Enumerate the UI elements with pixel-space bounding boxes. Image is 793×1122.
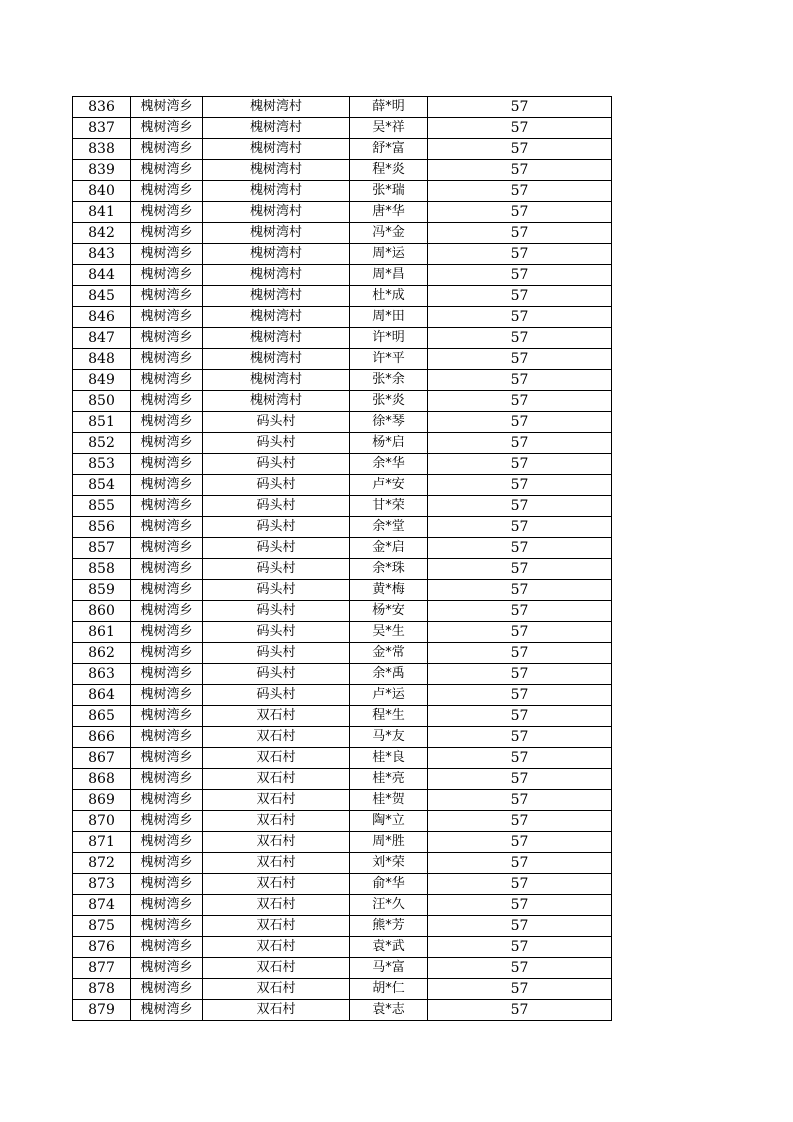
person-name-cell: 杨*启 bbox=[350, 433, 428, 454]
amount-cell: 57 bbox=[428, 958, 612, 979]
row-number-cell: 842 bbox=[73, 223, 131, 244]
town-cell: 槐树湾乡 bbox=[131, 937, 203, 958]
table-row bbox=[73, 97, 612, 118]
person-name-cell: 卢*运 bbox=[350, 685, 428, 706]
table-row bbox=[73, 853, 612, 874]
amount-cell: 57 bbox=[428, 223, 612, 244]
table-row bbox=[73, 790, 612, 811]
row-number-cell: 845 bbox=[73, 286, 131, 307]
table-row bbox=[73, 454, 612, 475]
town-cell: 槐树湾乡 bbox=[131, 706, 203, 727]
amount-cell: 57 bbox=[428, 475, 612, 496]
village-cell: 码头村 bbox=[203, 601, 350, 622]
town-cell: 槐树湾乡 bbox=[131, 244, 203, 265]
village-cell: 双石村 bbox=[203, 748, 350, 769]
amount-cell: 57 bbox=[428, 832, 612, 853]
row-number-cell: 865 bbox=[73, 706, 131, 727]
village-cell: 双石村 bbox=[203, 958, 350, 979]
person-name-cell: 唐*华 bbox=[350, 202, 428, 223]
row-number-cell: 854 bbox=[73, 475, 131, 496]
row-number-cell: 868 bbox=[73, 769, 131, 790]
amount-cell: 57 bbox=[428, 601, 612, 622]
town-cell: 槐树湾乡 bbox=[131, 811, 203, 832]
table-row bbox=[73, 517, 612, 538]
table-row bbox=[73, 160, 612, 181]
village-cell: 码头村 bbox=[203, 685, 350, 706]
row-number-cell: 862 bbox=[73, 643, 131, 664]
row-number-cell: 837 bbox=[73, 118, 131, 139]
town-cell: 槐树湾乡 bbox=[131, 790, 203, 811]
person-name-cell: 余*堂 bbox=[350, 517, 428, 538]
village-cell: 槐树湾村 bbox=[203, 328, 350, 349]
village-cell: 双石村 bbox=[203, 811, 350, 832]
table-row bbox=[73, 895, 612, 916]
town-cell: 槐树湾乡 bbox=[131, 223, 203, 244]
table-row bbox=[73, 664, 612, 685]
table-row bbox=[73, 559, 612, 580]
town-cell: 槐树湾乡 bbox=[131, 643, 203, 664]
table-row bbox=[73, 223, 612, 244]
amount-cell: 57 bbox=[428, 685, 612, 706]
village-cell: 槐树湾村 bbox=[203, 202, 350, 223]
row-number-cell: 858 bbox=[73, 559, 131, 580]
person-name-cell: 周*田 bbox=[350, 307, 428, 328]
person-name-cell: 舒*富 bbox=[350, 139, 428, 160]
village-cell: 码头村 bbox=[203, 454, 350, 475]
person-name-cell: 汪*久 bbox=[350, 895, 428, 916]
person-name-cell: 胡*仁 bbox=[350, 979, 428, 1000]
row-number-cell: 844 bbox=[73, 265, 131, 286]
row-number-cell: 872 bbox=[73, 853, 131, 874]
village-cell: 双石村 bbox=[203, 727, 350, 748]
person-name-cell: 马*友 bbox=[350, 727, 428, 748]
person-name-cell: 周*运 bbox=[350, 244, 428, 265]
table-row bbox=[73, 580, 612, 601]
table-row bbox=[73, 370, 612, 391]
person-name-cell: 许*平 bbox=[350, 349, 428, 370]
village-cell: 码头村 bbox=[203, 538, 350, 559]
table-row bbox=[73, 937, 612, 958]
town-cell: 槐树湾乡 bbox=[131, 349, 203, 370]
row-number-cell: 852 bbox=[73, 433, 131, 454]
village-cell: 双石村 bbox=[203, 916, 350, 937]
village-cell: 槐树湾村 bbox=[203, 97, 350, 118]
person-name-cell: 许*明 bbox=[350, 328, 428, 349]
town-cell: 槐树湾乡 bbox=[131, 685, 203, 706]
amount-cell: 57 bbox=[428, 454, 612, 475]
village-cell: 双石村 bbox=[203, 895, 350, 916]
row-number-cell: 847 bbox=[73, 328, 131, 349]
row-number-cell: 876 bbox=[73, 937, 131, 958]
table-row bbox=[73, 916, 612, 937]
amount-cell: 57 bbox=[428, 559, 612, 580]
row-number-cell: 841 bbox=[73, 202, 131, 223]
village-cell: 槐树湾村 bbox=[203, 181, 350, 202]
amount-cell: 57 bbox=[428, 244, 612, 265]
person-name-cell: 熊*芳 bbox=[350, 916, 428, 937]
row-number-cell: 861 bbox=[73, 622, 131, 643]
amount-cell: 57 bbox=[428, 748, 612, 769]
town-cell: 槐树湾乡 bbox=[131, 559, 203, 580]
village-cell: 双石村 bbox=[203, 979, 350, 1000]
person-name-cell: 卢*安 bbox=[350, 475, 428, 496]
table-row bbox=[73, 391, 612, 412]
town-cell: 槐树湾乡 bbox=[131, 370, 203, 391]
amount-cell: 57 bbox=[428, 307, 612, 328]
town-cell: 槐树湾乡 bbox=[131, 769, 203, 790]
person-name-cell: 金*启 bbox=[350, 538, 428, 559]
row-number-cell: 853 bbox=[73, 454, 131, 475]
town-cell: 槐树湾乡 bbox=[131, 496, 203, 517]
person-name-cell: 杨*安 bbox=[350, 601, 428, 622]
town-cell: 槐树湾乡 bbox=[131, 139, 203, 160]
town-cell: 槐树湾乡 bbox=[131, 727, 203, 748]
village-cell: 码头村 bbox=[203, 433, 350, 454]
table-row bbox=[73, 685, 612, 706]
row-number-cell: 856 bbox=[73, 517, 131, 538]
row-number-cell: 871 bbox=[73, 832, 131, 853]
amount-cell: 57 bbox=[428, 580, 612, 601]
row-number-cell: 869 bbox=[73, 790, 131, 811]
village-cell: 码头村 bbox=[203, 622, 350, 643]
amount-cell: 57 bbox=[428, 622, 612, 643]
town-cell: 槐树湾乡 bbox=[131, 328, 203, 349]
table-row bbox=[73, 769, 612, 790]
table-row bbox=[73, 433, 612, 454]
table-body bbox=[73, 97, 612, 1021]
table-row bbox=[73, 811, 612, 832]
person-name-cell: 张*瑞 bbox=[350, 181, 428, 202]
village-cell: 双石村 bbox=[203, 706, 350, 727]
row-number-cell: 878 bbox=[73, 979, 131, 1000]
row-number-cell: 849 bbox=[73, 370, 131, 391]
town-cell: 槐树湾乡 bbox=[131, 265, 203, 286]
row-number-cell: 836 bbox=[73, 97, 131, 118]
village-cell: 槐树湾村 bbox=[203, 244, 350, 265]
row-number-cell: 839 bbox=[73, 160, 131, 181]
amount-cell: 57 bbox=[428, 139, 612, 160]
town-cell: 槐树湾乡 bbox=[131, 475, 203, 496]
table-row bbox=[73, 979, 612, 1000]
town-cell: 槐树湾乡 bbox=[131, 580, 203, 601]
village-cell: 码头村 bbox=[203, 580, 350, 601]
amount-cell: 57 bbox=[428, 937, 612, 958]
amount-cell: 57 bbox=[428, 769, 612, 790]
table-row bbox=[73, 307, 612, 328]
row-number-cell: 870 bbox=[73, 811, 131, 832]
town-cell: 槐树湾乡 bbox=[131, 433, 203, 454]
town-cell: 槐树湾乡 bbox=[131, 853, 203, 874]
person-name-cell: 程*生 bbox=[350, 706, 428, 727]
person-name-cell: 吴*祥 bbox=[350, 118, 428, 139]
town-cell: 槐树湾乡 bbox=[131, 979, 203, 1000]
village-cell: 双石村 bbox=[203, 832, 350, 853]
person-name-cell: 俞*华 bbox=[350, 874, 428, 895]
table-row bbox=[73, 286, 612, 307]
person-name-cell: 杜*成 bbox=[350, 286, 428, 307]
town-cell: 槐树湾乡 bbox=[131, 538, 203, 559]
row-number-cell: 848 bbox=[73, 349, 131, 370]
town-cell: 槐树湾乡 bbox=[131, 307, 203, 328]
table-row bbox=[73, 601, 612, 622]
table-row bbox=[73, 958, 612, 979]
village-cell: 槐树湾村 bbox=[203, 349, 350, 370]
amount-cell: 57 bbox=[428, 727, 612, 748]
village-cell: 双石村 bbox=[203, 769, 350, 790]
person-name-cell: 金*常 bbox=[350, 643, 428, 664]
amount-cell: 57 bbox=[428, 181, 612, 202]
amount-cell: 57 bbox=[428, 916, 612, 937]
person-name-cell: 程*炎 bbox=[350, 160, 428, 181]
village-cell: 码头村 bbox=[203, 475, 350, 496]
town-cell: 槐树湾乡 bbox=[131, 517, 203, 538]
row-number-cell: 840 bbox=[73, 181, 131, 202]
town-cell: 槐树湾乡 bbox=[131, 97, 203, 118]
amount-cell: 57 bbox=[428, 979, 612, 1000]
town-cell: 槐树湾乡 bbox=[131, 286, 203, 307]
amount-cell: 57 bbox=[428, 790, 612, 811]
town-cell: 槐树湾乡 bbox=[131, 118, 203, 139]
row-number-cell: 863 bbox=[73, 664, 131, 685]
village-cell: 槐树湾村 bbox=[203, 265, 350, 286]
town-cell: 槐树湾乡 bbox=[131, 622, 203, 643]
person-name-cell: 袁*武 bbox=[350, 937, 428, 958]
table-row bbox=[73, 202, 612, 223]
person-name-cell: 薛*明 bbox=[350, 97, 428, 118]
amount-cell: 57 bbox=[428, 349, 612, 370]
amount-cell: 57 bbox=[428, 412, 612, 433]
town-cell: 槐树湾乡 bbox=[131, 958, 203, 979]
town-cell: 槐树湾乡 bbox=[131, 664, 203, 685]
person-name-cell: 张*炎 bbox=[350, 391, 428, 412]
village-cell: 槐树湾村 bbox=[203, 160, 350, 181]
amount-cell: 57 bbox=[428, 118, 612, 139]
table-row bbox=[73, 412, 612, 433]
person-name-cell: 黄*梅 bbox=[350, 580, 428, 601]
amount-cell: 57 bbox=[428, 895, 612, 916]
amount-cell: 57 bbox=[428, 811, 612, 832]
amount-cell: 57 bbox=[428, 1000, 612, 1021]
amount-cell: 57 bbox=[428, 706, 612, 727]
amount-cell: 57 bbox=[428, 202, 612, 223]
village-cell: 槐树湾村 bbox=[203, 391, 350, 412]
amount-cell: 57 bbox=[428, 370, 612, 391]
village-cell: 码头村 bbox=[203, 496, 350, 517]
person-name-cell: 周*胜 bbox=[350, 832, 428, 853]
village-cell: 槐树湾村 bbox=[203, 223, 350, 244]
amount-cell: 57 bbox=[428, 874, 612, 895]
table-row bbox=[73, 832, 612, 853]
person-name-cell: 袁*志 bbox=[350, 1000, 428, 1021]
amount-cell: 57 bbox=[428, 853, 612, 874]
village-cell: 码头村 bbox=[203, 643, 350, 664]
row-number-cell: 855 bbox=[73, 496, 131, 517]
amount-cell: 57 bbox=[428, 391, 612, 412]
document-table-container bbox=[72, 96, 612, 1021]
row-number-cell: 873 bbox=[73, 874, 131, 895]
village-cell: 码头村 bbox=[203, 559, 350, 580]
table-row bbox=[73, 538, 612, 559]
town-cell: 槐树湾乡 bbox=[131, 181, 203, 202]
table-row bbox=[73, 727, 612, 748]
table-row bbox=[73, 622, 612, 643]
person-name-cell: 桂*良 bbox=[350, 748, 428, 769]
amount-cell: 57 bbox=[428, 643, 612, 664]
table-row bbox=[73, 874, 612, 895]
row-number-cell: 846 bbox=[73, 307, 131, 328]
table-row bbox=[73, 118, 612, 139]
person-name-cell: 张*余 bbox=[350, 370, 428, 391]
data-table bbox=[72, 96, 612, 1021]
table-row bbox=[73, 349, 612, 370]
town-cell: 槐树湾乡 bbox=[131, 832, 203, 853]
person-name-cell: 桂*亮 bbox=[350, 769, 428, 790]
person-name-cell: 余*华 bbox=[350, 454, 428, 475]
row-number-cell: 877 bbox=[73, 958, 131, 979]
village-cell: 双石村 bbox=[203, 937, 350, 958]
town-cell: 槐树湾乡 bbox=[131, 874, 203, 895]
town-cell: 槐树湾乡 bbox=[131, 454, 203, 475]
village-cell: 双石村 bbox=[203, 790, 350, 811]
row-number-cell: 857 bbox=[73, 538, 131, 559]
person-name-cell: 桂*贺 bbox=[350, 790, 428, 811]
table-row bbox=[73, 139, 612, 160]
table-row bbox=[73, 181, 612, 202]
row-number-cell: 879 bbox=[73, 1000, 131, 1021]
town-cell: 槐树湾乡 bbox=[131, 412, 203, 433]
town-cell: 槐树湾乡 bbox=[131, 1000, 203, 1021]
village-cell: 码头村 bbox=[203, 664, 350, 685]
person-name-cell: 余*禹 bbox=[350, 664, 428, 685]
row-number-cell: 838 bbox=[73, 139, 131, 160]
person-name-cell: 余*珠 bbox=[350, 559, 428, 580]
amount-cell: 57 bbox=[428, 664, 612, 685]
town-cell: 槐树湾乡 bbox=[131, 748, 203, 769]
person-name-cell: 刘*荣 bbox=[350, 853, 428, 874]
person-name-cell: 冯*金 bbox=[350, 223, 428, 244]
village-cell: 双石村 bbox=[203, 853, 350, 874]
town-cell: 槐树湾乡 bbox=[131, 601, 203, 622]
village-cell: 码头村 bbox=[203, 517, 350, 538]
village-cell: 槐树湾村 bbox=[203, 286, 350, 307]
amount-cell: 57 bbox=[428, 517, 612, 538]
row-number-cell: 851 bbox=[73, 412, 131, 433]
table-row bbox=[73, 475, 612, 496]
table-row bbox=[73, 328, 612, 349]
amount-cell: 57 bbox=[428, 433, 612, 454]
town-cell: 槐树湾乡 bbox=[131, 160, 203, 181]
table-row bbox=[73, 643, 612, 664]
amount-cell: 57 bbox=[428, 496, 612, 517]
person-name-cell: 周*昌 bbox=[350, 265, 428, 286]
town-cell: 槐树湾乡 bbox=[131, 391, 203, 412]
town-cell: 槐树湾乡 bbox=[131, 895, 203, 916]
table-row bbox=[73, 706, 612, 727]
village-cell: 槐树湾村 bbox=[203, 118, 350, 139]
village-cell: 双石村 bbox=[203, 874, 350, 895]
row-number-cell: 875 bbox=[73, 916, 131, 937]
village-cell: 槐树湾村 bbox=[203, 307, 350, 328]
row-number-cell: 843 bbox=[73, 244, 131, 265]
table-row bbox=[73, 244, 612, 265]
amount-cell: 57 bbox=[428, 265, 612, 286]
amount-cell: 57 bbox=[428, 286, 612, 307]
table-row bbox=[73, 748, 612, 769]
person-name-cell: 马*富 bbox=[350, 958, 428, 979]
table-row bbox=[73, 265, 612, 286]
amount-cell: 57 bbox=[428, 97, 612, 118]
person-name-cell: 陶*立 bbox=[350, 811, 428, 832]
person-name-cell: 徐*琴 bbox=[350, 412, 428, 433]
row-number-cell: 860 bbox=[73, 601, 131, 622]
person-name-cell: 吴*生 bbox=[350, 622, 428, 643]
row-number-cell: 864 bbox=[73, 685, 131, 706]
row-number-cell: 874 bbox=[73, 895, 131, 916]
row-number-cell: 866 bbox=[73, 727, 131, 748]
town-cell: 槐树湾乡 bbox=[131, 916, 203, 937]
village-cell: 槐树湾村 bbox=[203, 370, 350, 391]
row-number-cell: 850 bbox=[73, 391, 131, 412]
amount-cell: 57 bbox=[428, 538, 612, 559]
table-row bbox=[73, 496, 612, 517]
town-cell: 槐树湾乡 bbox=[131, 202, 203, 223]
amount-cell: 57 bbox=[428, 160, 612, 181]
table-row bbox=[73, 1000, 612, 1021]
village-cell: 槐树湾村 bbox=[203, 139, 350, 160]
person-name-cell: 甘*荣 bbox=[350, 496, 428, 517]
village-cell: 双石村 bbox=[203, 1000, 350, 1021]
amount-cell: 57 bbox=[428, 328, 612, 349]
row-number-cell: 867 bbox=[73, 748, 131, 769]
row-number-cell: 859 bbox=[73, 580, 131, 601]
village-cell: 码头村 bbox=[203, 412, 350, 433]
